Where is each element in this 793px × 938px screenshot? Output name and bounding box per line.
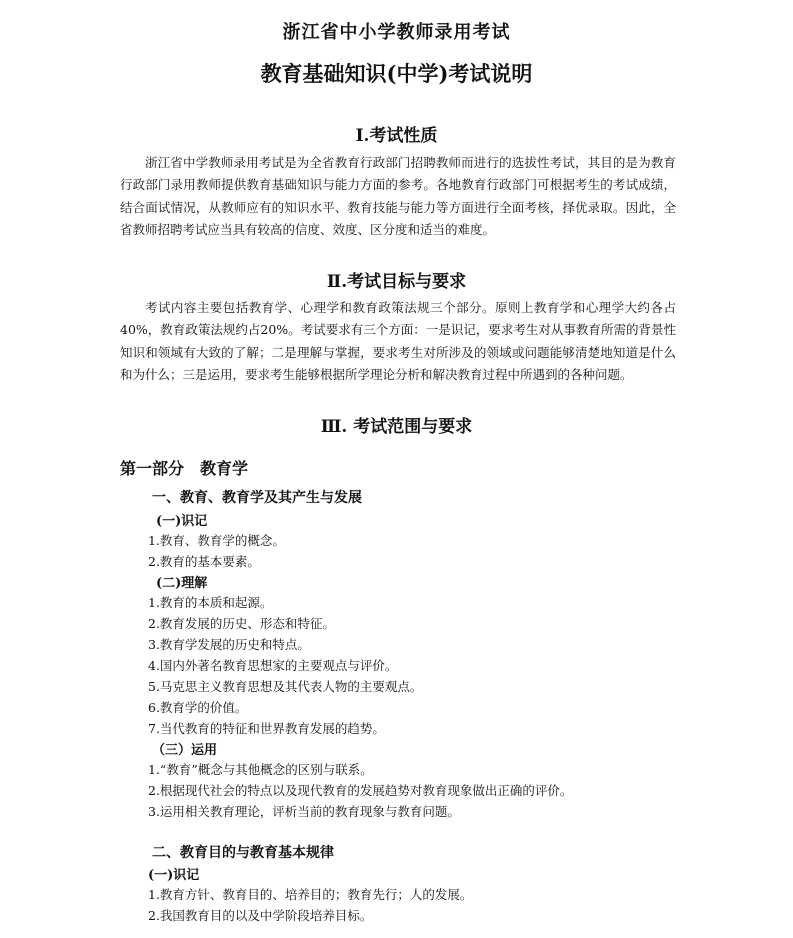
chapter-heading-2: 二、教育目的与教育基本规律 [152, 845, 334, 861]
list-item: 1.教育的本质和起源。 [148, 595, 273, 610]
section-heading-scope: Ⅲ. 考试范围与要求 [320, 417, 473, 437]
section-heading-nature: Ⅰ.考试性质 [355, 126, 438, 146]
list-item: 6.教育学的价值。 [148, 700, 248, 715]
header-title: 浙江省中小学教师录用考试 [282, 22, 511, 43]
subheading-recall-2: (一)识记 [148, 868, 200, 883]
chapter-heading-1: 一、教育、教育学及其产生与发展 [152, 490, 362, 506]
list-item: 5.马克思主义教育思想及其代表人物的主要观点。 [148, 679, 423, 694]
list-item: 1.教育、教育学的概念。 [148, 533, 285, 548]
list-item: 2.根据现代社会的特点以及现代教育的发展趋势对教育现象做出正确的评价。 [148, 783, 573, 798]
subheading-apply: （三）运用 [152, 743, 218, 758]
list-item: 3.教育学发展的历史和特点。 [148, 637, 310, 652]
section-paragraph-nature: 浙江省中学教师录用考试是为全省教育行政部门招聘教师而进行的选拔性考试，其目的是为教育行政部门录用教师提供教育基础知识与能力方面的参考。各地教育行政部门可根据考生的考试成绩，结合面试情况，从教师应有的知识水平、教育技能与能力等方面进行全面考核，择优录取。因此，全省教师招聘考试应当具有较高的信度、效度、区分度和适当的难度。 [120, 155, 676, 238]
list-item: 2.教育的基本要素。 [148, 554, 260, 569]
list-item: 1.教育方针、教育目的、培养目的；教育先行；人的发展。 [148, 887, 473, 902]
part-heading-pedagogy: 第一部分 教育学 [120, 459, 249, 478]
list-item: 2.教育发展的历史、形态和特征。 [148, 616, 335, 631]
list-item: 4.国内外著名教育思想家的主要观点与评价。 [148, 658, 398, 673]
list-item: 1.“教育”概念与其他概念的区别与联系。 [148, 762, 373, 777]
list-item: 2.我国教育目的以及中学阶段培养目标。 [148, 908, 373, 923]
subheading-recall: (一)识记 [156, 514, 208, 529]
section-paragraph-goals: 考试内容主要包括教育学、心理学和教育政策法规三个部分。原则上教育学和心理学大约各占40%，教育政策法规约占20%。考试要求有三个方面：一是识记，要求考生对从事教育所需的背景性知识和领域有大致的了解；二是理解与掌握，要求考生对所涉及的领域或问题能够清楚地知道是什么和为什么；三是运用，要求考生能够根据所学理论分析和解决教育过程中所遇到的各种问题。 [120, 300, 676, 383]
list-item: 3.运用相关教育理论，评析当前的教育现象与教育问题。 [148, 804, 460, 819]
main-title: 教育基础知识(中学)考试说明 [260, 61, 533, 86]
list-item: 7.当代教育的特征和世界教育发展的趋势。 [148, 721, 385, 736]
subheading-understand: (二)理解 [156, 576, 208, 591]
section-heading-goals: Ⅱ.考试目标与要求 [326, 272, 467, 292]
